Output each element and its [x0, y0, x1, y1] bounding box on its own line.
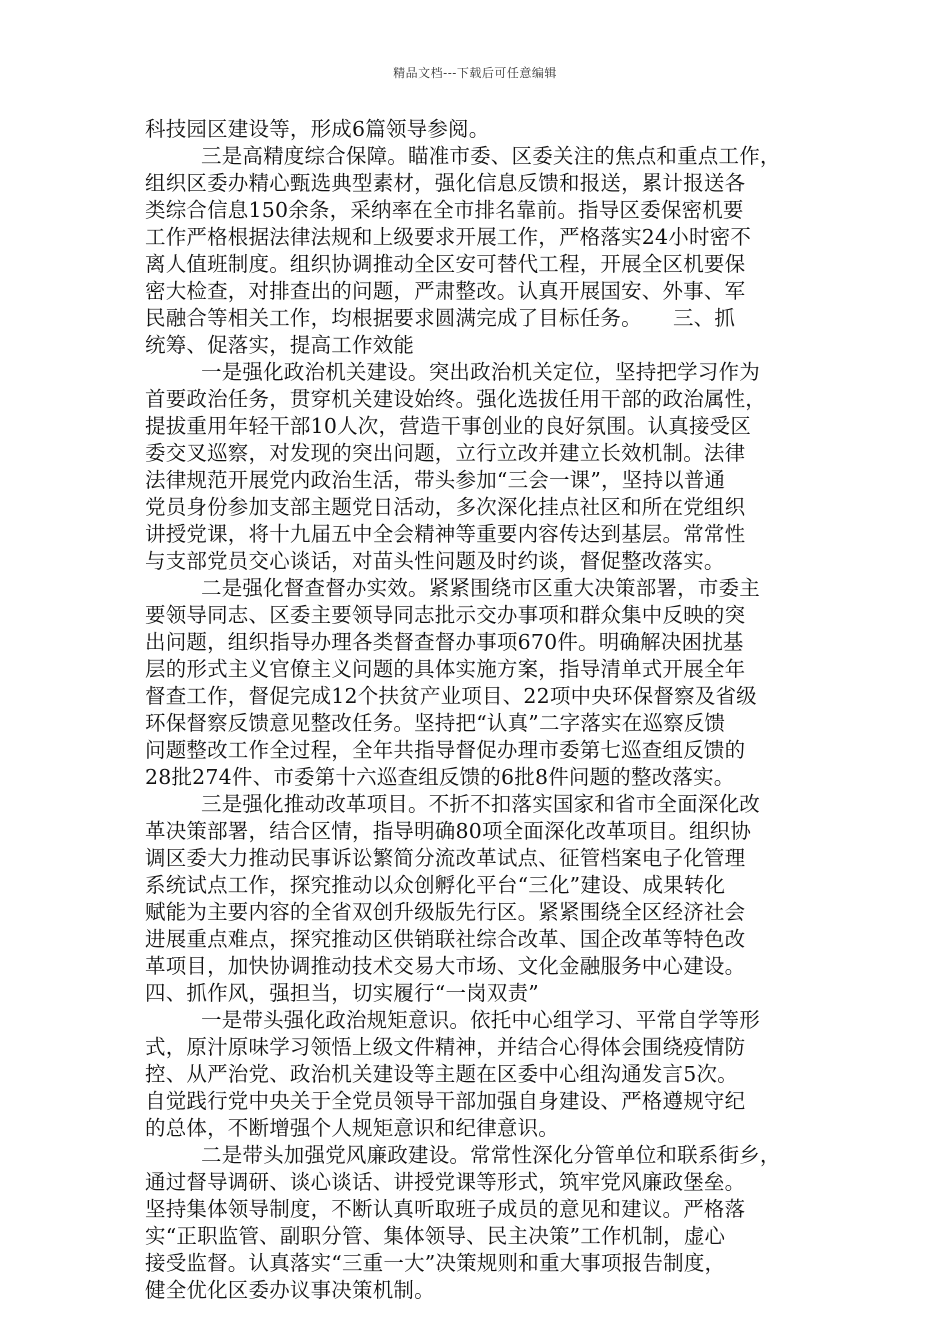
text-line: 一是强化政治机关建设。突出政治机关定位，坚持把学习作为 — [201, 360, 760, 384]
text-line: 一是带头强化政治规矩意识。依托中心组学习、平常自学等形 — [201, 1008, 760, 1032]
document-body — [145, 116, 811, 1304]
text-line: 出问题，组织指导办理各类督查督办事项670件。明确解决困扰基 — [145, 630, 744, 654]
text-line: 赋能为主要内容的全省双创升级版先行区。紧紧围绕全区经济社会 — [145, 900, 746, 924]
text-line: 接受监督。认真落实“三重一大”决策规则和重大事项报告制度， — [145, 1251, 726, 1275]
text-line: 革决策部署，结合区情，指导明确80项全面深化改革项目。组织协 — [145, 819, 752, 843]
text-line: 委交叉巡察，对发现的突出问题，立行立改并建立长效机制。法律 — [145, 441, 746, 465]
text-line: 坚持集体领导制度，不断认真听取班子成员的意见和建议。严格落 — [145, 1197, 746, 1221]
text-line: 四、抓作风，强担当，切实履行“一岗双责” — [145, 981, 539, 1005]
text-line: 统筹、促落实，提高工作效能 — [145, 333, 415, 357]
text-line: 环保督察反馈意见整改任务。坚持把“认真”二字落实在巡察反馈 — [145, 711, 726, 735]
text-line: 讲授党课，将十九届五中全会精神等重要内容传达到基层。常常性 — [145, 522, 746, 546]
text-line: 工作严格根据法律法规和上级要求开展工作，严格落实24小时密不 — [145, 225, 752, 249]
text-line: 革项目，加快协调推动技术交易大市场、文化金融服务中心建设。 — [145, 954, 746, 978]
page-header: 精品文档---下载后可任意编辑 — [393, 66, 557, 80]
text-line: 实“正职监管、副职分管、集体领导、民主决策”工作机制，虚心 — [145, 1224, 726, 1248]
text-line: 督查工作，督促完成12个扶贫产业项目、22项中央环保督察及省级 — [145, 684, 757, 708]
text-line: 三是强化推动改革项目。不折不扣落实国家和省市全面深化改 — [201, 792, 760, 816]
text-line: 要领导同志、区委主要领导同志批示交办事项和群众集中反映的突 — [145, 603, 746, 627]
text-line: 进展重点难点，探究推动区供销联社综合改革、国企改革等特色改 — [145, 927, 746, 951]
text-line: 通过督导调研、谈心谈话、讲授党课等形式，筑牢党风廉政堡垒。 — [145, 1170, 746, 1194]
text-line: 28批274件、市委第十六巡查组反馈的6批8件问题的整改落实。 — [145, 765, 735, 789]
text-line: 层的形式主义官僚主义问题的具体实施方案，指导清单式开展全年 — [145, 657, 746, 681]
text-line: 党员身份参加支部主题党日活动，多次深化挂点社区和所在党组织 — [145, 495, 746, 519]
text-line: 三是高精度综合保障。瞄准市委、区委关注的焦点和重点工作， — [201, 144, 781, 168]
text-line: 类综合信息150余条，采纳率在全市排名靠前。指导区委保密机要 — [145, 198, 744, 222]
text-line: 二是强化督查督办实效。紧紧围绕市区重大决策部署，市委主 — [201, 576, 760, 600]
text-line: 控、从严治党、政治机关建设等主题在区委中心组沟通发言5次。 — [145, 1062, 738, 1086]
text-line: 健全优化区委办议事决策机制。 — [145, 1278, 435, 1302]
text-line: 组织区委办精心甄选典型素材，强化信息反馈和报送，累计报送各 — [145, 171, 746, 195]
text-line: 系统试点工作，探究推动以众创孵化平台“三化”建设、成果转化 — [145, 873, 726, 897]
text-line: 的总体，不断增强个人规矩意识和纪律意识。 — [145, 1116, 559, 1140]
text-line: 与支部党员交心谈话，对苗头性问题及时约谈，督促整改落实。 — [145, 549, 725, 573]
text-line: 民融合等相关工作，均根据要求圆满完成了目标任务。 三、抓 — [145, 306, 736, 330]
text-line: 调区委大力推动民事诉讼繁简分流改革试点、征管档案电子化管理 — [145, 846, 746, 870]
text-line: 提拔重用年轻干部10人次，营造干事创业的良好氛围。认真接受区 — [145, 414, 752, 438]
text-line: 问题整改工作全过程，全年共指导督促办理市委第七巡查组反馈的 — [145, 738, 746, 762]
text-line: 二是带头加强党风廉政建设。常常性深化分管单位和联系街乡， — [201, 1143, 781, 1167]
text-line: 式，原汁原味学习领悟上级文件精神，并结合心得体会围绕疫情防 — [145, 1035, 746, 1059]
text-line: 首要政治任务，贯穿机关建设始终。强化选拔任用干部的政治属性， — [145, 387, 766, 411]
text-line: 密大检查，对排查出的问题，严肃整改。认真开展国安、外事、军 — [145, 279, 746, 303]
text-line: 自觉践行党中央关于全党员领导干部加强自身建设、严格遵规守纪 — [145, 1089, 746, 1113]
text-line: 法律规范开展党内政治生活，带头参加“三会一课”，坚持以普通 — [145, 468, 726, 492]
text-line: 科技园区建设等，形成6篇领导参阅。 — [145, 117, 490, 141]
text-line: 离人值班制度。组织协调推动全区安可替代工程，开展全区机要保 — [145, 252, 746, 276]
